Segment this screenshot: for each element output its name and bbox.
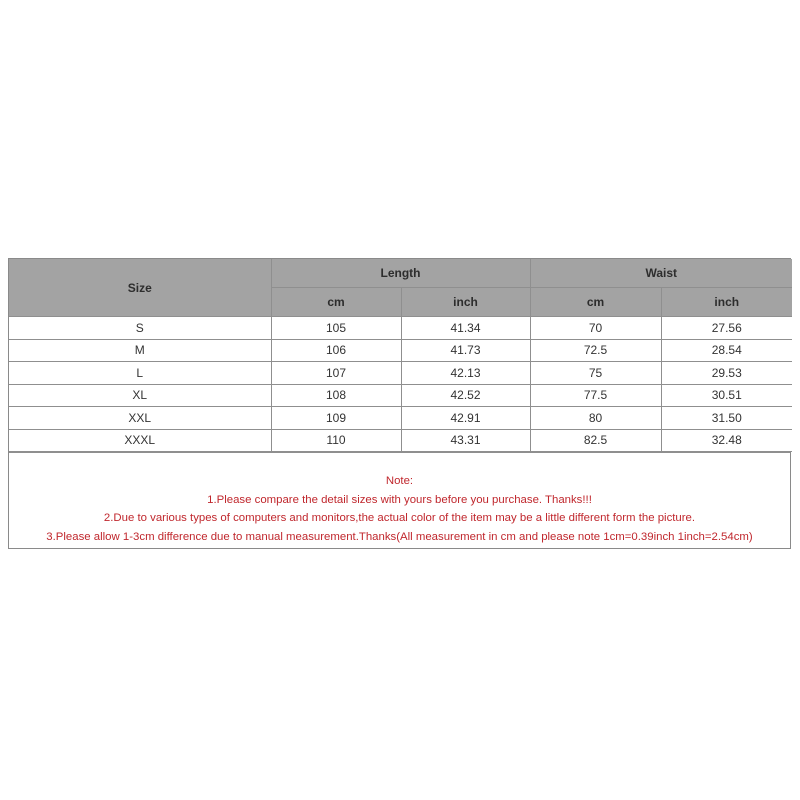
cell-waist-inch: 28.54 (661, 339, 792, 362)
header-size: Size (9, 259, 271, 317)
cell-size: XXXL (9, 429, 271, 452)
cell-waist-inch: 31.50 (661, 407, 792, 430)
cell-waist-inch: 32.48 (661, 429, 792, 452)
header-length: Length (271, 259, 530, 288)
cell-size: XXL (9, 407, 271, 430)
cell-waist-inch: 30.51 (661, 384, 792, 407)
table-row (9, 407, 792, 430)
cell-waist-cm: 77.5 (530, 384, 661, 407)
size-table (9, 259, 792, 452)
cell-size: S (9, 317, 271, 340)
note-line-2: 2.Due to various types of computers and monitors,the actual color of the item may be a little different form the picture. (103, 512, 696, 524)
table-row (9, 384, 792, 407)
cell-waist-cm: 80 (530, 407, 661, 430)
cell-waist-inch: 27.56 (661, 317, 792, 340)
cell-waist-cm: 70 (530, 317, 661, 340)
cell-length-inch: 41.34 (401, 317, 530, 340)
cell-length-inch: 42.13 (401, 362, 530, 385)
cell-size: M (9, 339, 271, 362)
cell-waist-cm: 75 (530, 362, 661, 385)
cell-length-cm: 110 (271, 429, 401, 452)
cell-waist-cm: 82.5 (530, 429, 661, 452)
note-line-3: 3.Please allow 1-3cm difference due to manual measurement.Thanks(All measurement in cm and please note 1cm=0.39inch 1inch=2.54cm) (46, 530, 753, 543)
size-chart (8, 258, 791, 549)
cell-length-cm: 109 (271, 407, 401, 430)
cell-length-inch: 43.31 (401, 429, 530, 452)
cell-length-inch: 42.91 (401, 407, 530, 430)
note-title: Note: (385, 475, 414, 487)
table-row (9, 362, 792, 385)
cell-waist-inch: 29.53 (661, 362, 792, 385)
note-line-1: 1.Please compare the detail sizes with yours before you purchase. Thanks!!! (207, 493, 592, 506)
header-waist-cm: cm (530, 288, 661, 317)
header-row-top (9, 259, 792, 288)
table-row (9, 317, 792, 340)
header-waist: Waist (530, 259, 792, 288)
header-length-inch: inch (401, 288, 530, 317)
header-length-cm: cm (271, 288, 401, 317)
cell-size: XL (9, 384, 271, 407)
notes-section (9, 452, 790, 548)
cell-length-cm: 105 (271, 317, 401, 340)
cell-size: L (9, 362, 271, 385)
header-waist-inch: inch (661, 288, 792, 317)
cell-length-inch: 41.73 (401, 339, 530, 362)
table-row (9, 429, 792, 452)
cell-length-cm: 107 (271, 362, 401, 385)
cell-length-cm: 106 (271, 339, 401, 362)
cell-length-cm: 108 (271, 384, 401, 407)
table-row (9, 339, 792, 362)
cell-waist-cm: 72.5 (530, 339, 661, 362)
cell-length-inch: 42.52 (401, 384, 530, 407)
